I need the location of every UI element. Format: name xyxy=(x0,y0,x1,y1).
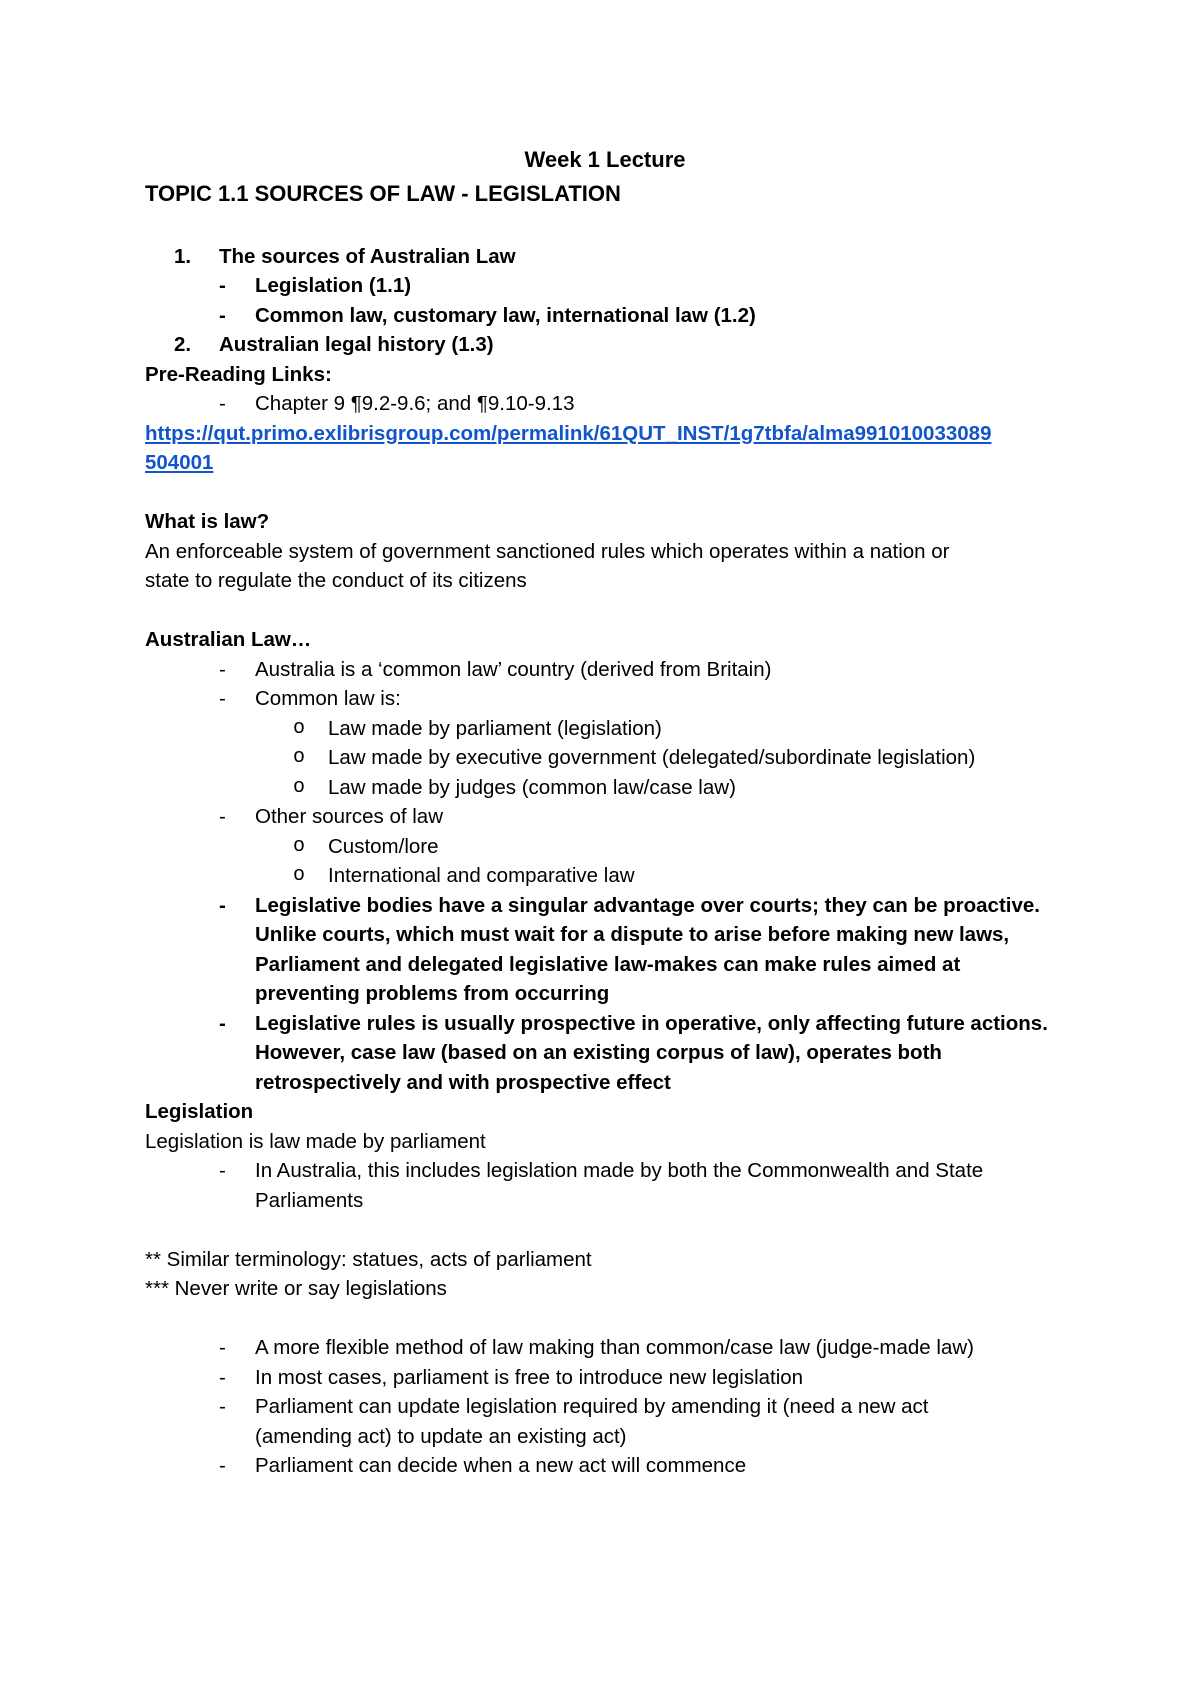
circle-bullet: o xyxy=(293,746,306,769)
bullet-text: Other sources of law xyxy=(255,805,443,828)
dash-bullet: - xyxy=(219,1365,226,1389)
bullet-continuation xyxy=(145,1068,1065,1098)
dash-bullet: - xyxy=(219,1011,226,1035)
bullet-item xyxy=(145,802,1065,832)
circle-bullet: o xyxy=(293,716,306,740)
dash-bullet: - xyxy=(219,392,226,415)
circle-bullet: o xyxy=(293,864,306,887)
sub-bullet-item xyxy=(145,714,1065,744)
prereading-link[interactable]: https://qut.primo.exlibrisgroup.com/permalink/61QUT_INST/1g7tbfa/alma991010033089 xyxy=(145,421,992,445)
dash-bullet: - xyxy=(219,893,226,917)
prereading-item xyxy=(145,389,1065,419)
bullet-continuation xyxy=(145,1422,1065,1452)
bullet-text: In Australia, this includes legislation made by both the Commonwealth and State xyxy=(255,1159,984,1182)
spacer xyxy=(145,212,1065,242)
paragraph-line: state to regulate the conduct of its citizens xyxy=(145,569,527,592)
bullet-continuation xyxy=(145,1186,1065,1216)
list-number: 2. xyxy=(174,333,192,356)
prereading-text: Chapter 9 ¶9.2-9.6; and ¶9.10-9.13 xyxy=(255,392,575,415)
spacer xyxy=(145,596,1065,626)
outline-item xyxy=(145,242,1065,272)
prereading-link-line xyxy=(145,419,1065,449)
bullet-text: retrospectively and with prospective effect xyxy=(255,1070,671,1094)
spacer xyxy=(145,478,1065,508)
outline-subitem xyxy=(145,301,1065,331)
bullet-text: Parliament and delegated legislative law-makes can make rules aimed at xyxy=(255,952,961,976)
outline-text: Australian legal history (1.3) xyxy=(219,333,494,356)
outline-subtext: Legislation (1.1) xyxy=(255,274,412,297)
prereading-link-continued[interactable]: 504001 xyxy=(145,451,214,474)
bullet-text: A more flexible method of law making than common/case law (judge-made law) xyxy=(255,1336,974,1359)
section-heading: Legislation xyxy=(145,1100,254,1123)
outline-item xyxy=(145,330,1065,360)
bullet-item xyxy=(145,891,1065,921)
list-number: 1. xyxy=(174,244,192,268)
topic-heading: TOPIC 1.1 SOURCES OF LAW - LEGISLATION xyxy=(145,181,621,206)
section-heading: Australian Law… xyxy=(145,628,312,651)
bullet-text: In most cases, parliament is free to introduce new legislation xyxy=(255,1365,804,1389)
sub-bullet-item xyxy=(145,773,1065,803)
bullet-text: However, case law (based on an existing corpus of law), operates both xyxy=(255,1041,942,1064)
sub-bullet-text: Law made by judges (common law/case law) xyxy=(328,775,736,799)
dash-bullet: - xyxy=(219,1454,226,1477)
sub-bullet-text: Law made by parliament (legislation) xyxy=(328,716,662,740)
document-page xyxy=(145,144,1065,1481)
spacer xyxy=(145,1304,1065,1334)
outline-text: The sources of Australian Law xyxy=(219,244,516,268)
circle-bullet: o xyxy=(293,775,306,799)
bullet-item xyxy=(145,1156,1065,1186)
bullet-text: Common law is: xyxy=(255,687,401,710)
sub-bullet-item xyxy=(145,743,1065,773)
note-line: *** Never write or say legislations xyxy=(145,1277,447,1300)
bullet-text: Legislative bodies have a singular advantage over courts; they can be proactive. xyxy=(255,893,1040,917)
spacer xyxy=(145,1215,1065,1245)
prereading-heading: Pre-Reading Links: xyxy=(145,362,332,386)
bullet-text: Unlike courts, which must wait for a dispute to arise before making new laws, xyxy=(255,923,1010,946)
bullet-item xyxy=(145,1009,1065,1039)
sub-bullet-item xyxy=(145,861,1065,891)
dash-bullet: - xyxy=(219,687,226,710)
bullet-item xyxy=(145,684,1065,714)
document-title: Week 1 Lecture xyxy=(524,147,686,172)
section-heading: What is law? xyxy=(145,510,270,533)
bullet-continuation xyxy=(145,950,1065,980)
bullet-text: Parliament can update legislation required by amending it (need a new act xyxy=(255,1395,929,1418)
bullet-continuation xyxy=(145,979,1065,1009)
sub-bullet-item xyxy=(145,832,1065,862)
bullet-item xyxy=(145,1363,1065,1393)
dash-bullet: - xyxy=(219,657,226,681)
dash-bullet: - xyxy=(219,1336,226,1359)
dash-bullet: - xyxy=(219,1395,226,1418)
bullet-item xyxy=(145,1333,1065,1363)
outline-subtext: Common law, customary law, international law (1.2) xyxy=(255,303,756,327)
bullet-text: preventing problems from occurring xyxy=(255,982,610,1005)
bullet-text: (amending act) to update an existing act) xyxy=(255,1424,627,1448)
note-line: ** Similar terminology: statues, acts of parliament xyxy=(145,1247,592,1271)
bullet-continuation xyxy=(145,1038,1065,1068)
bullet-item xyxy=(145,1392,1065,1422)
bullet-text: Parliament can decide when a new act will commence xyxy=(255,1454,747,1477)
bullet-item xyxy=(145,1451,1065,1481)
dash-bullet: - xyxy=(219,805,226,828)
bullet-text: Parliaments xyxy=(255,1188,364,1212)
paragraph-line: Legislation is law made by parliament xyxy=(145,1129,486,1153)
bullet-text: Legislative rules is usually prospective in operative, only affecting future actions. xyxy=(255,1011,1048,1035)
circle-bullet: o xyxy=(293,834,306,858)
paragraph-line: An enforceable system of government sanctioned rules which operates within a nation or xyxy=(145,539,950,563)
dash-bullet: - xyxy=(219,1159,226,1182)
dash-bullet: - xyxy=(219,303,226,327)
dash-bullet: - xyxy=(219,274,226,297)
sub-bullet-text: International and comparative law xyxy=(328,864,635,887)
sub-bullet-text: Law made by executive government (delegated/subordinate legislation) xyxy=(328,746,976,769)
prereading-link-line xyxy=(145,448,1065,478)
sub-bullet-text: Custom/lore xyxy=(328,834,439,858)
outline-subitem xyxy=(145,271,1065,301)
bullet-text: Australia is a ‘common law’ country (derived from Britain) xyxy=(255,657,772,681)
bullet-item xyxy=(145,655,1065,685)
bullet-continuation xyxy=(145,920,1065,950)
